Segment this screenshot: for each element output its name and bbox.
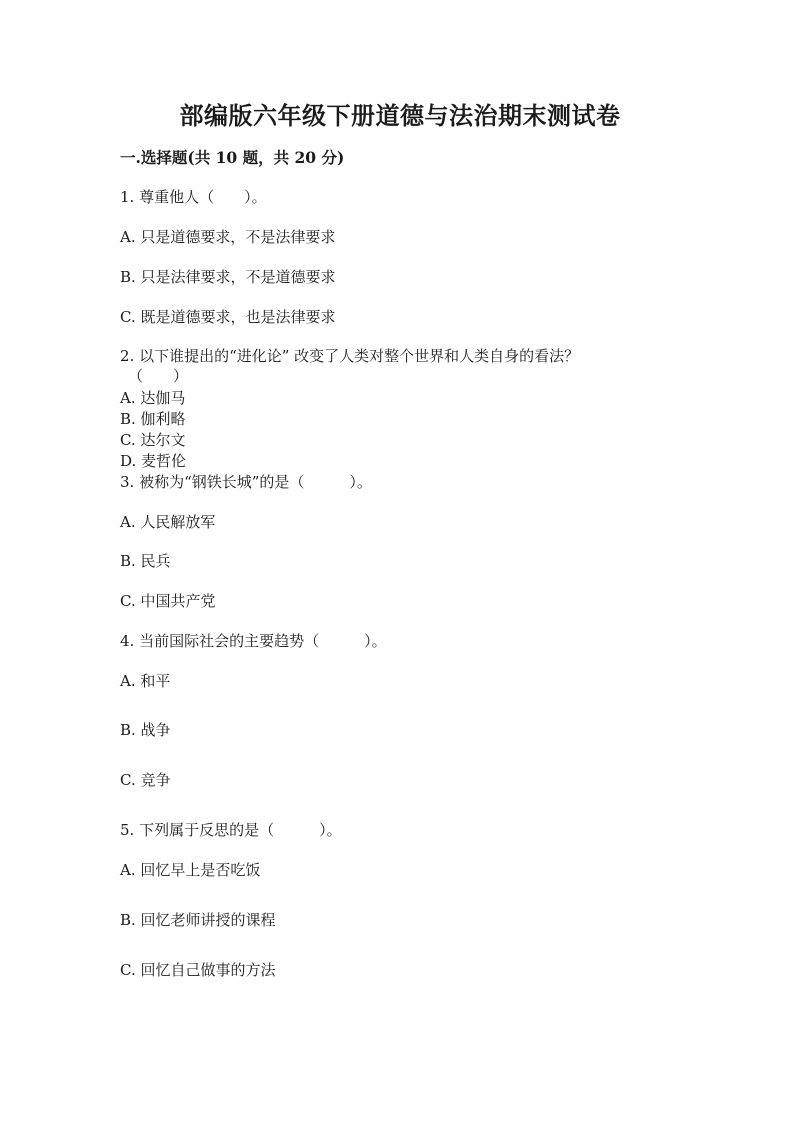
- question-3-option-c: C. 中国共产党: [120, 592, 216, 610]
- question-1-option-b: B. 只是法律要求，不是道德要求: [120, 268, 336, 286]
- question-5-stem: 5. 下列属于反思的是（ ）。: [120, 821, 342, 839]
- question-1-option-a: A. 只是道德要求，不是法律要求: [120, 228, 336, 246]
- question-4-option-a: A. 和平: [120, 672, 171, 690]
- question-5-option-b: B. 回忆老师讲授的课程: [120, 911, 276, 929]
- section-heading: 一.选择题(共 10 题，共 20 分): [120, 148, 345, 167]
- question-2-stem-continuation: （ ）: [128, 367, 189, 385]
- question-2-option-c: C. 达尔文: [120, 431, 186, 449]
- question-5-option-a: A. 回忆早上是否吃饭: [120, 861, 261, 879]
- question-4-stem: 4. 当前国际社会的主要趋势（ ）。: [120, 632, 387, 650]
- question-2-option-d: D. 麦哲伦: [120, 452, 187, 470]
- question-2-option-b: B. 伽利略: [120, 410, 186, 428]
- question-3-stem: 3. 被称为“钢铁长城”的是（ ）。: [120, 473, 372, 491]
- question-4-option-c: C. 竞争: [120, 771, 171, 789]
- question-1-stem: 1. 尊重他人（ ）。: [120, 188, 267, 206]
- question-3-option-a: A. 人民解放军: [120, 513, 216, 531]
- question-1-option-c: C. 既是道德要求，也是法律要求: [120, 308, 336, 326]
- page-title: 部编版六年级下册道德与法治期末测试卷: [179, 101, 621, 130]
- question-3-option-b: B. 民兵: [120, 552, 171, 570]
- question-4-option-b: B. 战争: [120, 721, 171, 739]
- question-2-stem: 2. 以下谁提出的“进化论” 改变了人类对整个世界和人类自身的看法？: [120, 347, 580, 365]
- question-2-option-a: A. 达伽马: [120, 389, 186, 407]
- question-5-option-c: C. 回忆自己做事的方法: [120, 961, 276, 979]
